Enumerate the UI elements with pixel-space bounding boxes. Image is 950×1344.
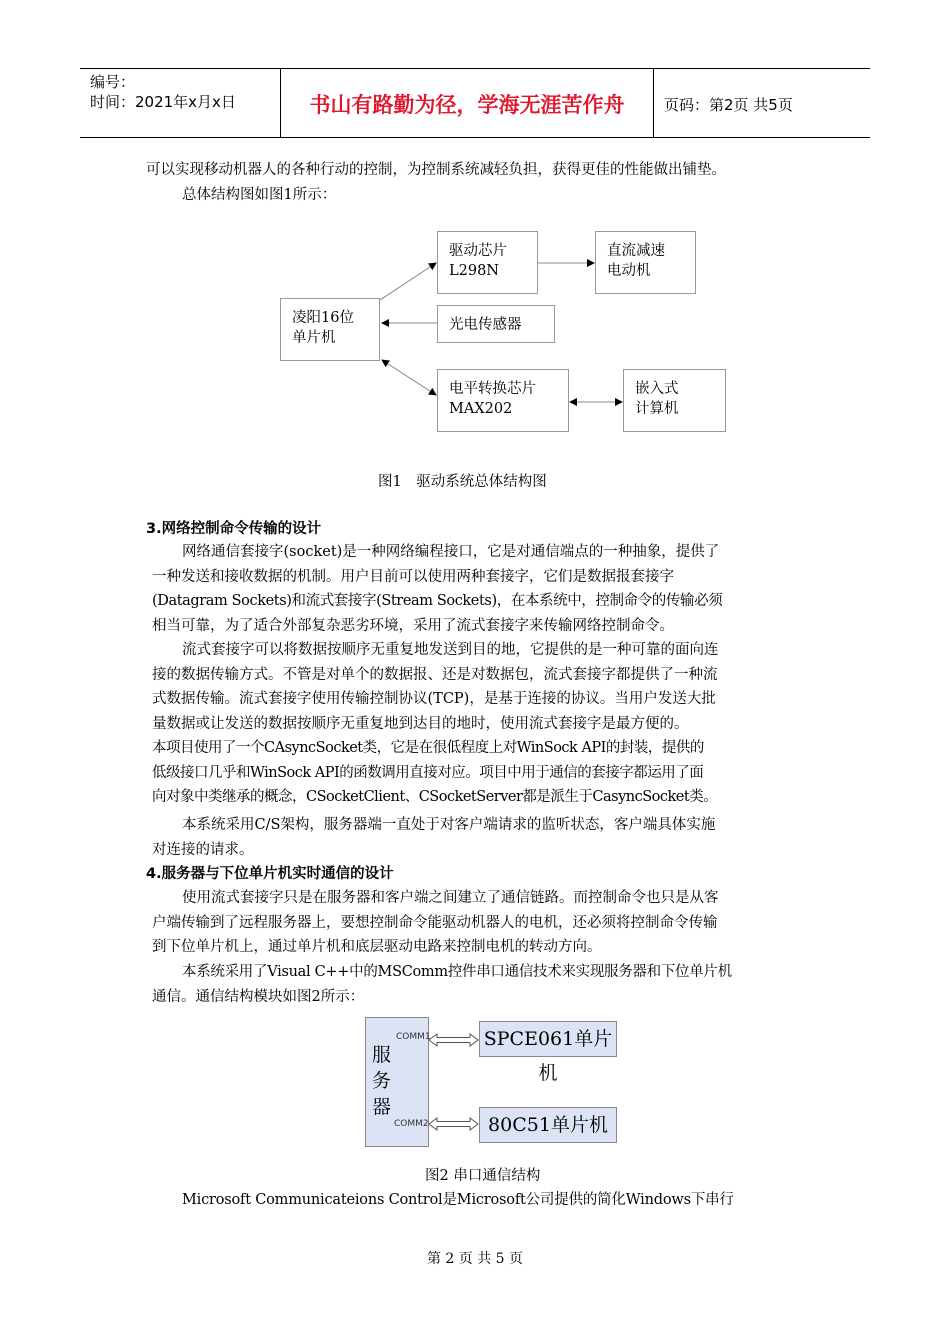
s4p2-line-1: 本系统采用了Visual C++中的MSComm控件串口通信技术来实现服务器和下位单片机 [182, 964, 732, 980]
embedded-box [623, 369, 726, 432]
figure2-caption: 图2 串口通信结构 [425, 1168, 541, 1184]
motor-line-2: 电动机 [607, 263, 651, 279]
s3p2-line-4: 量数据或让发送的数据按顺序无重复地到达目的地时，使用流式套接字是最方便的。 [152, 715, 689, 732]
server-label: 服务器 [372, 1044, 392, 1118]
comm2-double-arrow [429, 1118, 478, 1130]
s3p2-line-1: 流式套接字可以将数据按顺序无重复地发送到目的地，它提供的是一种可靠的面向连 [182, 642, 719, 658]
closing-line: Microsoft Communicateions Control是Microsoft公司提供的简化Windows下串行 [182, 1192, 734, 1208]
motor-line-1: 直流减速 [607, 243, 665, 259]
s4p1-line-3: 到下位单片机上，通过单片机和底层驱动电路来控制电机的转动方向。 [152, 939, 602, 955]
s3p3-line-2: 对连接的请求。 [152, 841, 254, 858]
section3-para3 [152, 813, 807, 862]
mcu-line-1: 凌阳16位 [292, 310, 354, 326]
figure2-arrows [428, 1028, 482, 1138]
section3-para2 [152, 638, 807, 810]
closing-paragraph [182, 1188, 822, 1213]
embedded-line-2: 计算机 [635, 401, 679, 417]
mcu-box [280, 298, 380, 361]
motto: 书山有路勤为径，学海无涯苦作舟 [309, 93, 625, 117]
number-label: 编号： [90, 73, 136, 91]
level-line-2: MAX202 [449, 401, 513, 417]
driver-line-2: L298N [449, 263, 499, 279]
arrow-mcu-level [382, 360, 436, 395]
section4-para1 [152, 886, 807, 960]
comm1-label: COMM1 [396, 1032, 431, 1042]
s4p2-line-2: 通信。通信结构模块如图2所示： [152, 988, 365, 1005]
motor-box [595, 231, 696, 294]
s3p2-line-7: 向对象中类继承的概念，CSocketClient、CSocketServer都是派生于CasyncSocket类。 [152, 789, 718, 805]
section4-para2 [152, 960, 807, 1009]
intro-line-2: 总体结构图如图1所示： [182, 186, 337, 203]
s3p3-line-1: 本系统采用C/S架构，服务器端一直处于对客户端请求的监听状态，客户端具体实施 [182, 817, 716, 833]
s3p1-line-4: 相当可靠，为了适合外部复杂恶劣环境，采用了流式套接字来传输网络控制命令。 [152, 617, 674, 634]
s4p1-line-1: 使用流式套接字只是在服务器和客户端之间建立了通信链路。而控制命令也只是从客 [182, 890, 719, 906]
s3p2-line-5: 本项目使用了一个CAsyncSocket类，它是在很低程度上对WinSock API的封装，提供的 [152, 740, 704, 756]
s3p2-line-3: 式数据传输。流式套接字使用传输控制协议(TCP)，是基于连接的协议。当用户发送大批 [152, 691, 716, 707]
level-line-1: 电平转换芯片 [449, 381, 536, 397]
level-box [437, 369, 569, 432]
s3p2-line-2: 接的数据传输方式。不管是对单个的数据报、还是对数据包，流式套接字都提供了一种流 [152, 666, 718, 683]
embedded-line-1: 嵌入式 [635, 381, 679, 397]
mcu-line-2: 单片机 [292, 330, 336, 346]
c51-box: 80C51单片机 [479, 1107, 617, 1143]
comm1-double-arrow [429, 1034, 478, 1046]
sensor-box [437, 305, 555, 343]
s3p1-line-2: 一种发送和接收数据的机制。用户目前可以使用两种套接字，它们是数据报套接字 [152, 568, 674, 585]
page-info: 页码：第2页 共5页 [664, 96, 793, 114]
section3-heading: 3.网络控制命令传输的设计 [146, 521, 322, 537]
intro-line-1: 可以实现移动机器人的各种行动的控制，为控制系统减轻负担，获得更佳的性能做出铺垫。 [146, 162, 726, 178]
page-footer: 第 2 页 共 5 页 [426, 1251, 524, 1267]
comm2-label: COMM2 [394, 1119, 429, 1129]
sensor-label: 光电传感器 [449, 317, 522, 333]
s3p1-line-3: (Datagram Sockets)和流式套接字(Stream Sockets)，在本系统中，控制命令的传输必须 [152, 593, 723, 609]
driver-line-1: 驱动芯片 [449, 243, 507, 259]
figure1-caption: 图1 驱动系统总体结构图 [378, 474, 547, 490]
s3p2-line-6: 低级接口几乎和WinSock API的函数调用直接对应。项目中用于通信的套接字都运用了面 [152, 764, 704, 781]
section3-para1 [152, 540, 807, 638]
driver-box [437, 231, 538, 294]
spce061-box: SPCE061单片机 [479, 1021, 617, 1057]
section4-heading: 4.服务器与下位单片机实时通信的设计 [146, 866, 394, 882]
s3p1-line-1: 网络通信套接字(socket)是一种网络编程接口，它是对通信端点的一种抽象，提供了 [182, 544, 720, 560]
arrow-mcu-to-driver [380, 263, 436, 300]
s4p1-line-2: 户端传输到了远程服务器上，要想控制命令能驱动机器人的电机，还必须将控制命令传输 [152, 914, 718, 931]
date-line: 时间：2021年x月x日 [90, 93, 236, 111]
